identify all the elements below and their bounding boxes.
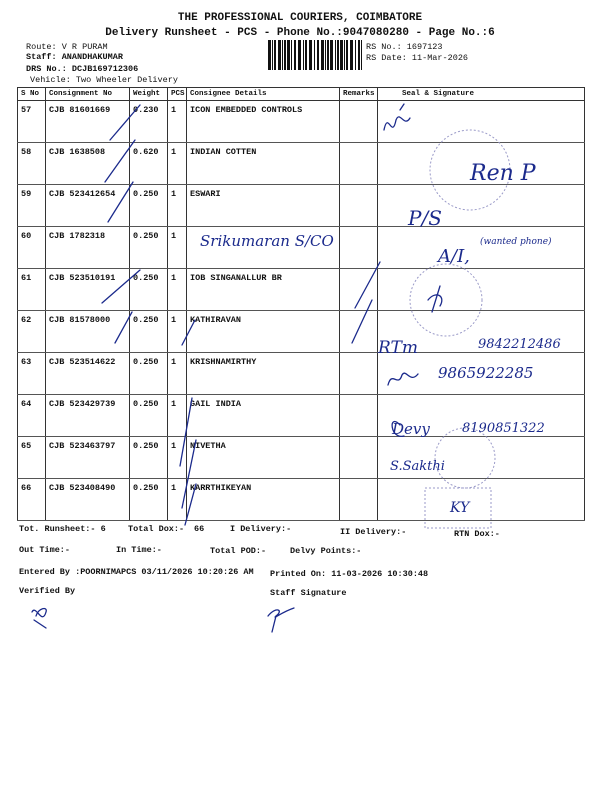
out-time-label: Out Time:-	[19, 545, 71, 555]
cell-consignee: ICON EMBEDDED CONTROLS	[187, 101, 340, 143]
cell-sno: 58	[18, 143, 46, 185]
tick-mark	[180, 398, 192, 466]
tick-mark	[105, 140, 135, 182]
cell-sno: 64	[18, 395, 46, 437]
cell-sno: 57	[18, 101, 46, 143]
cell-sno: 60	[18, 227, 46, 269]
tick-mark	[182, 320, 195, 345]
cell-consignment-no: CJB 81601669	[46, 101, 130, 143]
handwritten-phone-row63: 9865922285	[438, 364, 534, 382]
cell-consignment-no: CJB 1638508	[46, 143, 130, 185]
col-weight: Weight	[130, 88, 168, 101]
route-label: Route: V R PURAM	[26, 42, 108, 52]
cell-pcs: 1	[168, 311, 187, 353]
printed-on: Printed On: 11-03-2026 10:30:48	[270, 569, 429, 579]
tick-mark	[182, 440, 196, 508]
cell-consignee: INDIAN COTTEN	[187, 143, 340, 185]
cell-consignment-no: CJB 523408490	[46, 479, 130, 521]
cell-sno: 59	[18, 185, 46, 227]
rtn-dox-label: RTN Dox:-	[454, 529, 500, 539]
cell-weight: 0.230	[130, 101, 168, 143]
rs-date: RS Date: 11-Mar-2026	[366, 53, 469, 63]
tick-mark	[185, 484, 196, 525]
cell-consignment-no: CJB 523510191	[46, 269, 130, 311]
signature-row57	[384, 104, 410, 130]
cell-sno: 65	[18, 437, 46, 479]
cell-consignment-no: CJB 1782318	[46, 227, 130, 269]
cell-pcs: 1	[168, 269, 187, 311]
cell-weight: 0.250	[130, 311, 168, 353]
cell-consignment-no: CJB 523412654	[46, 185, 130, 227]
cell-weight: 0.620	[130, 143, 168, 185]
cell-sno: 61	[18, 269, 46, 311]
seal-stamp-circle	[435, 428, 495, 488]
cell-pcs: 1	[168, 143, 187, 185]
signature-row58: Ren P	[470, 161, 536, 186]
cell-weight: 0.250	[130, 227, 168, 269]
cell-consignment-no: CJB 523429739	[46, 395, 130, 437]
cell-consignee: NIVETHA	[187, 437, 340, 479]
staff-signature-mark	[268, 608, 294, 632]
total-dox-value: 66	[194, 524, 205, 534]
staff-label: Staff: ANANDHAKUMAR	[26, 52, 123, 62]
cell-weight: 0.250	[130, 185, 168, 227]
cell-weight: 0.250	[130, 479, 168, 521]
cell-pcs: 1	[168, 479, 187, 521]
rs-number: RS No.: 1697123	[366, 42, 443, 52]
cell-weight: 0.250	[130, 353, 168, 395]
cell-pcs: 1	[168, 101, 187, 143]
cell-pcs: 1	[168, 185, 187, 227]
cell-pcs: 1	[168, 227, 187, 269]
col-pcs: PCS	[168, 88, 187, 101]
cell-consignment-no: CJB 81578000	[46, 311, 130, 353]
tick-mark	[110, 105, 140, 140]
signature-row63b	[388, 373, 418, 385]
tick-mark	[108, 182, 133, 222]
cell-sno: 63	[18, 353, 46, 395]
handwritten-note-row60: (wanted phone)	[480, 237, 552, 247]
vehicle-label: Vehicle: Two Wheeler Delivery	[30, 75, 178, 85]
col-remarks: Remarks	[340, 88, 378, 101]
signature-row61	[428, 286, 442, 312]
cell-pcs: 1	[168, 437, 187, 479]
handwritten-consignee-row60: Srikumaran S/CO	[200, 232, 334, 250]
verified-by-label: Verified By	[19, 586, 76, 596]
cell-consignee: KRISHNAMIRTHY	[187, 353, 340, 395]
signature-row65: S.Sakthi	[390, 459, 445, 474]
total-dox-label: Total Dox:-	[128, 524, 185, 534]
cell-pcs: 1	[168, 353, 187, 395]
signature-row59: P/S	[408, 206, 442, 230]
signature-row64: Devy	[392, 420, 430, 438]
ii-delivery-label: II Delivery:-	[340, 527, 407, 537]
seal-stamp-circle	[410, 264, 482, 336]
col-seal-signature: Seal & Signature	[378, 88, 585, 101]
handwritten-phone-row64: 8190851322	[462, 421, 545, 436]
cell-weight: 0.250	[130, 395, 168, 437]
col-consignment: Consignment No	[46, 88, 130, 101]
signature-row63: RTm	[378, 338, 418, 358]
cell-consignee: KARRTHIKEYAN	[187, 479, 340, 521]
total-pod-label: Total POD:-	[210, 546, 267, 556]
cell-weight: 0.250	[130, 269, 168, 311]
cell-consignee: IOB SINGANALLUR BR	[187, 269, 340, 311]
tick-mark	[352, 300, 372, 343]
col-sno: S No	[18, 88, 46, 101]
cell-weight: 0.250	[130, 437, 168, 479]
cell-consignment-no: CJB 523514622	[46, 353, 130, 395]
cell-consignee: ESWARI	[187, 185, 340, 227]
signature-row66: KY	[450, 500, 470, 516]
in-time-label: In Time:-	[116, 545, 162, 555]
i-delivery-label: I Delivery:-	[230, 524, 292, 534]
delvy-points-label: Delvy Points:-	[290, 546, 362, 556]
runsheet-subtitle: Delivery Runsheet - PCS - Phone No.:9047080280 - Page No.:6	[105, 27, 495, 39]
cell-sno: 66	[18, 479, 46, 521]
tick-mark	[115, 312, 132, 343]
drs-number: DRS No.: DCJB169712306	[26, 64, 139, 74]
company-title: THE PROFESSIONAL COURIERS, COIMBATORE	[177, 12, 423, 24]
cell-sno: 62	[18, 311, 46, 353]
col-consignee: Consignee Details	[187, 88, 340, 101]
cell-consignee: KATHIRAVAN	[187, 311, 340, 353]
entered-by: Entered By :POORNIMAPCS 03/11/2026 10:20:26 AM	[19, 567, 254, 577]
staff-signature-label: Staff Signature	[270, 588, 347, 598]
handwritten-phone-row62: 9842212486	[478, 337, 561, 352]
cell-consignment-no: CJB 523463797	[46, 437, 130, 479]
cell-consignee: GAIL INDIA	[187, 395, 340, 437]
tick-mark	[102, 270, 140, 303]
verified-by-signature	[32, 609, 46, 628]
tot-runsheet: Tot. Runsheet:- 6	[19, 524, 106, 534]
cell-pcs: 1	[168, 395, 187, 437]
signature-row60: A/I,	[438, 246, 470, 267]
tick-mark	[355, 262, 380, 308]
